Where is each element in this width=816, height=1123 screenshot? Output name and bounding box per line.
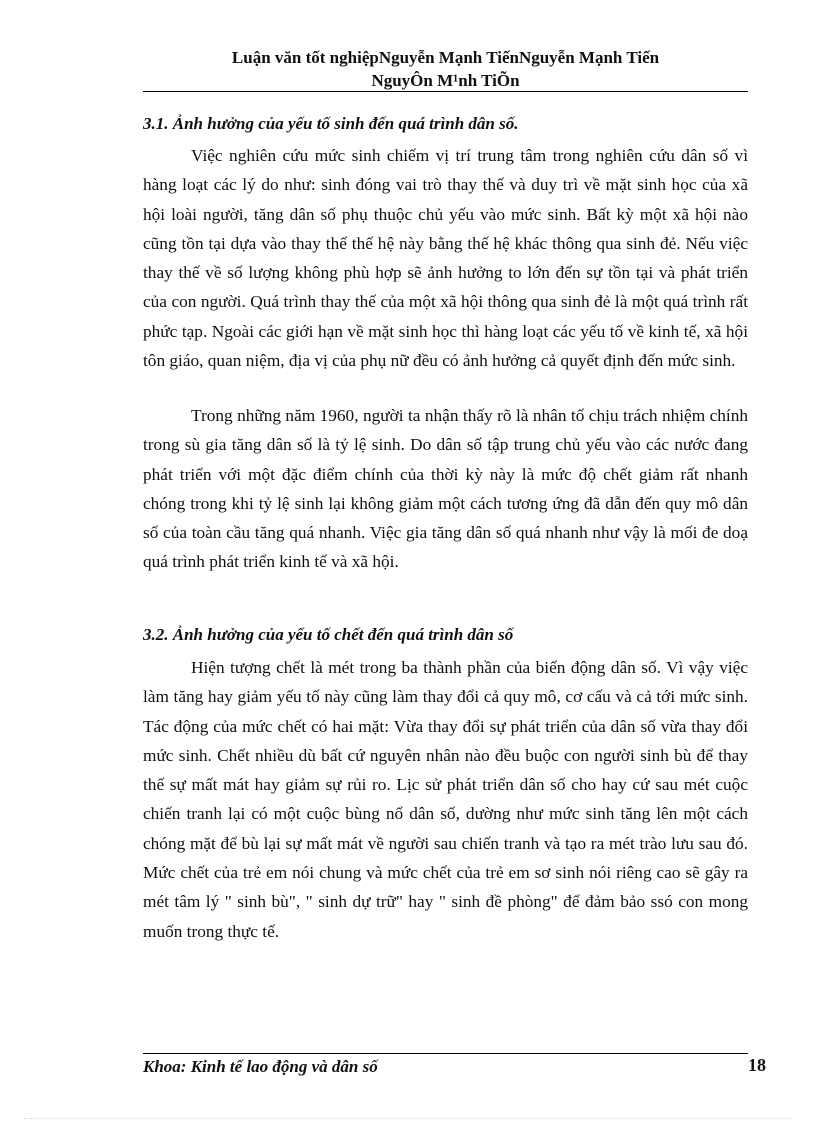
page-header bbox=[143, 46, 748, 92]
paragraph-3-2-1: Hiện tượng chết là mét trong ba thành phần của biến động dân số. Vì vậy việc làm tăng hay giảm yếu tố này cũng làm thay đổi cả quy mô, cơ cấu và cả tới mức sinh. Tác động của mức chết có hai mặt: Vừa thay đổi sự phát triển của dân số vừa thay đổi mức sinh. Chết nhiều dù bất cứ nguyên nhân nào đều buộc con người sinh bù để thay thế sự mất mát hay giảm sự rủi ro. Lịc sử phát triển dân số cho hay cứ sau mét cuộc chiến tranh lại có một cuộc bùng nổ dân số, dường như mức sinh tăng lên một cách chóng mặt để bù lại sự mất mát về người sau chiến tranh và tạo ra mét trào lưu sau đó. Mức chết của trẻ em nói chung và mức chết của trẻ em sơ sinh nói riêng cao sẽ gây ra mét tâm lý " sinh bù", " sinh dự trữ" hay " sinh đề phòng" để đảm bảo ssó con mong muốn trong thực tế. bbox=[143, 658, 748, 941]
header-title-line-1: Luận văn tốt nghiệpNguyễn Mạnh TiếnNguyễn Mạnh Tiến bbox=[231, 48, 660, 67]
footer-rule bbox=[143, 1053, 748, 1054]
footer-faculty: Khoa: Kinh tế lao động và dân số bbox=[143, 1057, 378, 1076]
section-heading-3-2: 3.2. Ảnh hưởng của yếu tố chết đến quá trình dân số bbox=[143, 625, 514, 644]
header-rule bbox=[143, 91, 748, 92]
header-title-line-2: NguyÔn M¹nh TiÕn bbox=[371, 71, 520, 90]
section-heading-3-1: 3.1. Ảnh hưởng của yếu tố sinh đến quá trình dân số. bbox=[143, 114, 519, 133]
page-number: 18 bbox=[748, 1055, 766, 1075]
paragraph-3-1-2: Trong những năm 1960, người ta nhận thấy rõ là nhân tố chịu trách nhiệm chính trong sù gia tăng dân số là tỷ lệ sinh. Do dân số tập trung chủ yếu vào các nước đang phát triển với một đặc điểm chính của thời kỳ này là mức độ chết giảm rất nhanh chóng trong khi tỷ lệ sinh lại không giảm một cách tương ứng đã dẫn đến quy mô dân số của toàn cầu tăng quá nhanh. Việc gia tăng dân số quá nhanh như vậy là mối đe doạ quá trình phát triển kinh tế và xã hội. bbox=[143, 406, 748, 572]
page-bottom-dotted-border bbox=[24, 1118, 792, 1119]
paragraph-3-1-1: Việc nghiên cứu mức sinh chiếm vị trí trung tâm trong nghiên cứu dân số vì hàng loạt các lý do như: sinh đóng vai trò thay thế và duy trì về mặt sinh học của xã hội loài người, tăng dân số phụ thuộc chủ yếu vào mức sinh. Bất kỳ một xã hội nào cũng tồn tại dựa vào thay thế thế hệ này bằng thế hệ khác thông qua sinh đẻ. Nếu việc thay thế về số lượng không phù hợp sẽ ảnh hưởng to lớn đến sự tồn tại và phát triển của con người. Quá trình thay thế của một xã hội thông qua sinh đẻ là một quá trình rất phức tạp. Ngoài các giới hạn về mặt sinh học thì hàng loạt các yếu tố về kinh tế, xã hội tôn giáo, quan niệm, địa vị của phụ nữ đều có ảnh hưởng cả quyết định đến mức sinh. bbox=[143, 146, 748, 371]
